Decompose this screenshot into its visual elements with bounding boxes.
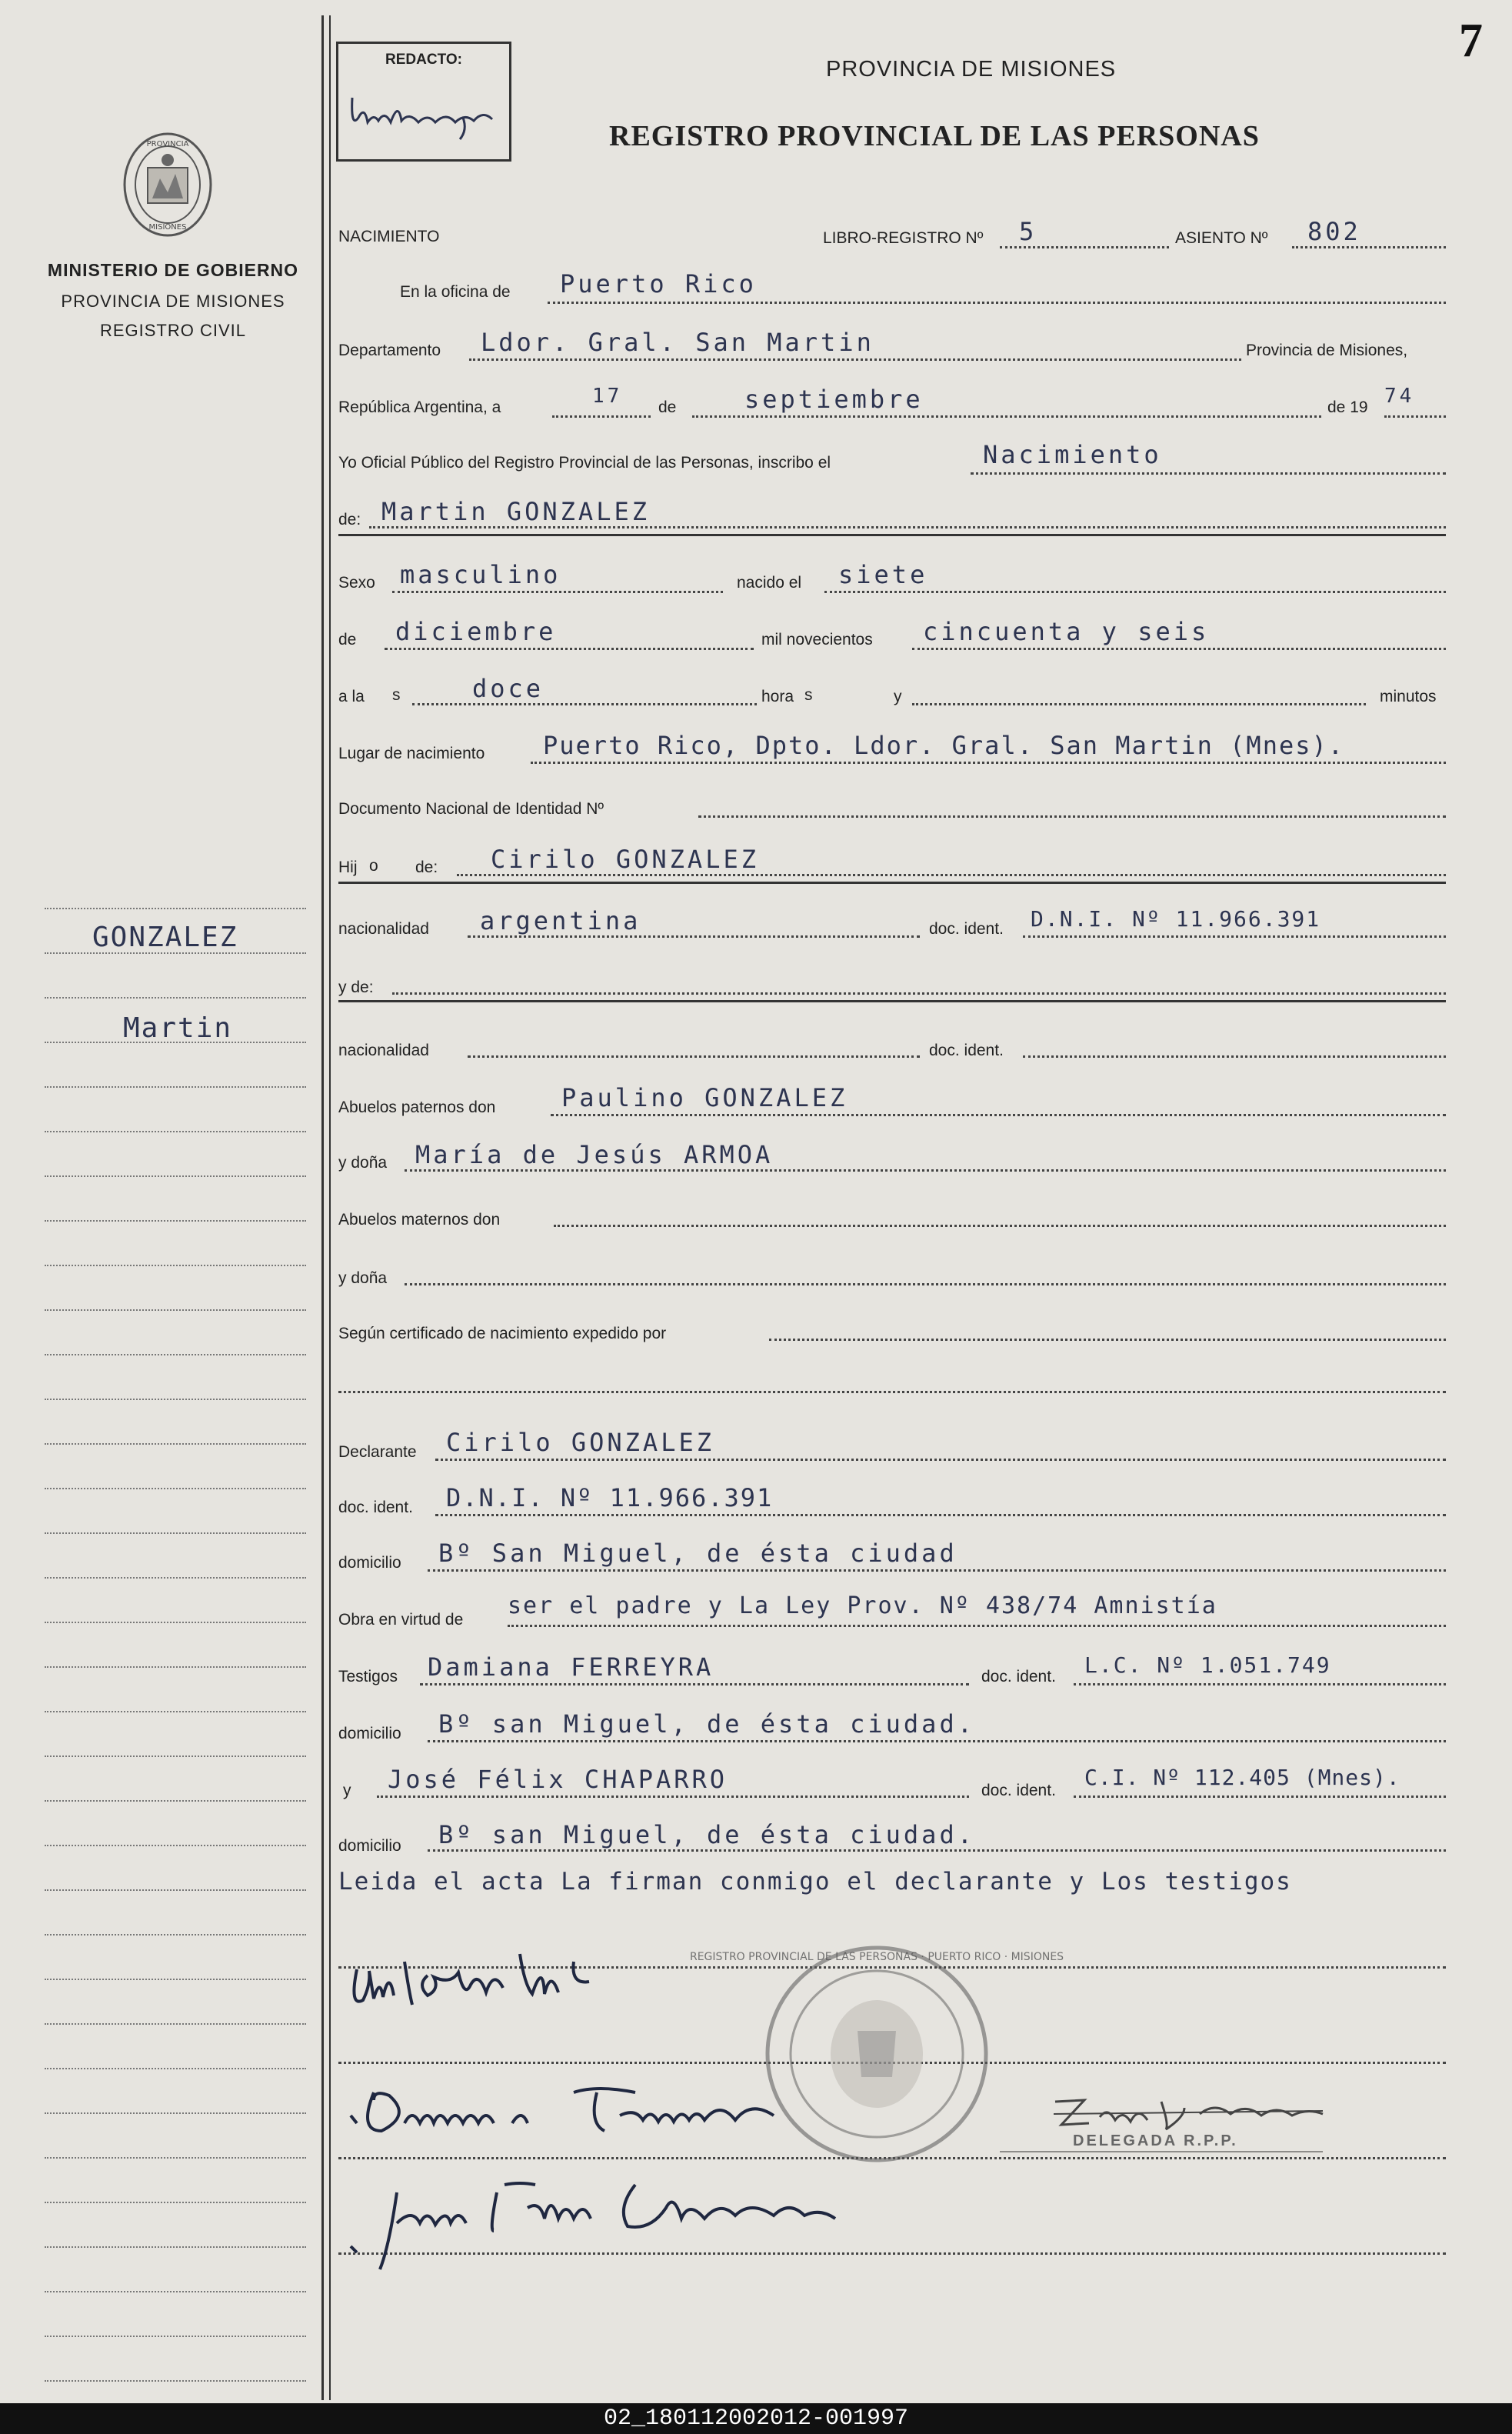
hora-suffix: s xyxy=(804,686,813,704)
oficial-underline xyxy=(1000,2151,1323,2152)
oficina-label: En la oficina de xyxy=(400,283,511,301)
nacionalidad2-dots xyxy=(468,1055,920,1058)
dia-value: 17 xyxy=(592,385,623,408)
header-province: PROVINCIA DE MISIONES xyxy=(826,57,1117,82)
anio-nac-value: cincuenta y seis xyxy=(923,617,1210,646)
minutos-dots xyxy=(912,703,1366,705)
doc-t1-value: L.C. Nº 1.051.749 xyxy=(1084,1652,1331,1678)
ledger-line xyxy=(45,1577,306,1579)
obra-value: ser el padre y La Ley Prov. Nº 438/74 Amnistía xyxy=(508,1592,1217,1619)
domicilio-t1-dots xyxy=(428,1740,1446,1742)
testigo1-dots xyxy=(420,1683,969,1685)
de-label: de xyxy=(658,398,677,416)
sexo-dots xyxy=(392,591,723,593)
doc-ident-label: doc. ident. xyxy=(929,920,1004,938)
abuela-pat-value: María de Jesús ARMOA xyxy=(415,1140,774,1169)
domicilio-t2-dots xyxy=(428,1849,1446,1852)
hora-label: hora xyxy=(761,688,794,705)
domicilio-t1-value: Bº san Miguel, de ésta ciudad. xyxy=(438,1709,975,1739)
footer-id: 02_180112002012-001997 xyxy=(0,2403,1512,2434)
stamp-text: REGISTRO PROVINCIAL DE LAS PERSONAS · PUERTO RICO · MISIONES xyxy=(689,1951,1064,1963)
leida-text: Leida el acta La firman conmigo el declarante y Los testigos xyxy=(338,1868,1292,1896)
oficial-label: Yo Oficial Público del Registro Provincial de las Personas, inscribo el xyxy=(338,454,831,472)
sexo-value: masculino xyxy=(400,560,561,589)
asiento-label: ASIENTO Nº xyxy=(1175,229,1268,247)
dni-dots xyxy=(698,815,1446,818)
redacto-signature xyxy=(348,82,501,144)
sexo-label: Sexo xyxy=(338,574,375,592)
abuelo-pat-dots xyxy=(551,1114,1446,1116)
hijo-label: Hij xyxy=(338,859,358,876)
dni-label: Documento Nacional de Identidad Nº xyxy=(338,800,604,818)
coat-of-arms-icon xyxy=(114,123,221,246)
declarante-value: Cirilo GONZALEZ xyxy=(446,1428,714,1457)
anio-nac-dots xyxy=(912,648,1446,650)
y-label: y xyxy=(894,688,902,705)
domicilio-t2-value: Bº san Miguel, de ésta ciudad. xyxy=(438,1820,975,1849)
ledger-line xyxy=(45,2336,306,2337)
nombre-value: Martin GONZALEZ xyxy=(381,497,650,526)
ledger-line xyxy=(45,2202,306,2203)
doc-decl-label: doc. ident. xyxy=(338,1499,413,1516)
ledger-line xyxy=(45,2246,306,2248)
ledger-line xyxy=(45,1711,306,1712)
domicilio-label: domicilio xyxy=(338,1554,401,1572)
ala-label: a la xyxy=(338,688,365,705)
nacionalidad-label: nacionalidad xyxy=(338,920,429,938)
signature-testigo2 xyxy=(343,2162,928,2277)
ledger-line xyxy=(45,1086,306,1088)
ledger-line xyxy=(45,1220,306,1222)
lugar-dots xyxy=(531,762,1446,764)
ministry-block xyxy=(31,260,315,341)
doc-t2-label: doc. ident. xyxy=(981,1782,1056,1799)
nacido-dots xyxy=(824,591,1446,593)
domicilio-t2-label: domicilio xyxy=(338,1837,401,1855)
nombre-underline xyxy=(338,534,1446,536)
provincia-label: Provincia de Misiones, xyxy=(1246,342,1408,359)
ydona2-dots xyxy=(405,1283,1446,1285)
ledger-line xyxy=(45,1845,306,1846)
domicilio-t1-label: domicilio xyxy=(338,1725,401,1742)
ledger-line xyxy=(45,1175,306,1177)
ala-suffix: s xyxy=(392,686,401,704)
domicilio-value: Bº San Miguel, de ésta ciudad xyxy=(438,1539,957,1568)
redacto-label: REDACTO: xyxy=(385,52,462,68)
ministry-title: MINISTERIO DE GOBIERNO xyxy=(47,260,299,280)
ledger-line xyxy=(45,908,306,909)
ledger-line xyxy=(45,1666,306,1668)
certificado-dots xyxy=(769,1339,1446,1341)
ledger-line xyxy=(45,1979,306,1980)
oficial-title: DELEGADA R.P.P. xyxy=(1073,2132,1238,2149)
ledger-line xyxy=(45,2157,306,2159)
testigo2-dots xyxy=(377,1795,969,1798)
doc-t1-dots xyxy=(1074,1683,1446,1685)
y-t2-label: y xyxy=(343,1782,351,1799)
page-number: 7 xyxy=(1459,15,1483,67)
ledger-line xyxy=(45,1800,306,1802)
asiento-value: 802 xyxy=(1307,217,1361,246)
signature-declarante xyxy=(343,1939,651,2031)
ledger-line xyxy=(45,2023,306,2025)
ledger-line xyxy=(45,1488,306,1489)
declarante-label: Declarante xyxy=(338,1443,417,1461)
doc-padre: D.N.I. Nº 11.966.391 xyxy=(1031,906,1321,932)
lugar-label: Lugar de nacimiento xyxy=(338,745,485,762)
ministry-registry: REGISTRO CIVIL xyxy=(99,321,247,340)
republica-label: República Argentina, a xyxy=(338,398,501,416)
acto-value: Nacimiento xyxy=(983,440,1162,469)
ledger-line xyxy=(45,1443,306,1445)
ministry-province: PROVINCIA DE MISIONES xyxy=(61,292,285,311)
departamento-label: Departamento xyxy=(338,342,441,359)
ledger-line xyxy=(45,1889,306,1891)
nacionalidad2-label: nacionalidad xyxy=(338,1042,429,1059)
abuela-pat-dots xyxy=(405,1169,1446,1172)
doc-decl-dots xyxy=(435,1514,1446,1516)
ledger-line xyxy=(45,1265,306,1266)
mes-nac-dots xyxy=(385,648,754,650)
doc-decl-value: D.N.I. Nº 11.966.391 xyxy=(446,1483,774,1512)
ledger-line xyxy=(45,2291,306,2292)
minutos-label: minutos xyxy=(1380,688,1437,705)
margin-surname: GONZALEZ xyxy=(92,922,238,953)
ledger-line xyxy=(45,1131,306,1132)
ledger-line xyxy=(45,2068,306,2069)
ledger-line xyxy=(45,1399,306,1400)
yde-dots xyxy=(392,992,1446,995)
doc-t2-dots xyxy=(1074,1795,1446,1798)
hijo-suffix: o xyxy=(369,857,378,875)
dia-dots xyxy=(552,415,651,418)
nombre-label: de: xyxy=(338,511,361,528)
certificado-label: Según certificado de nacimiento expedido por xyxy=(338,1325,667,1342)
obra-label: Obra en virtud de xyxy=(338,1611,464,1629)
ledger-line xyxy=(45,2380,306,2382)
testigo2-value: José Félix CHAPARRO xyxy=(388,1765,728,1794)
asiento-dots xyxy=(1292,246,1446,248)
testigos-label: Testigos xyxy=(338,1668,398,1685)
nacionalidad-padre-dots xyxy=(468,935,920,938)
libro-value: 5 xyxy=(1019,217,1037,246)
anio-value: 74 xyxy=(1384,385,1415,408)
nacimiento-label: NACIMIENTO xyxy=(338,228,440,245)
doc-madre-dots xyxy=(1023,1055,1446,1058)
padre-dots xyxy=(457,874,1446,876)
libro-label: LIBRO-REGISTRO Nº xyxy=(823,229,984,247)
mes-nac-value: diciembre xyxy=(395,617,557,646)
ledger-line xyxy=(45,1309,306,1311)
departamento-dots xyxy=(469,358,1241,361)
abuelo-pat-value: Paulino GONZALEZ xyxy=(561,1083,848,1112)
acto-dots xyxy=(971,472,1446,475)
de19-label: de 19 xyxy=(1327,398,1368,416)
nombre-dots xyxy=(369,526,1446,528)
libro-dots xyxy=(1000,246,1169,248)
ledger-line xyxy=(45,1755,306,1757)
doc-ident2-label: doc. ident. xyxy=(929,1042,1004,1059)
yde-underline xyxy=(338,1000,1446,1002)
mes-value: septiembre xyxy=(744,385,924,414)
abuelos-mat-dots xyxy=(554,1225,1446,1227)
redacto-box xyxy=(336,42,511,162)
hijo-de-label: de: xyxy=(415,859,438,876)
lugar-value: Puerto Rico, Dpto. Ldor. Gral. San Martin (Mnes). xyxy=(543,731,1345,760)
anio-dots xyxy=(1384,415,1446,418)
doc-t1-label: doc. ident. xyxy=(981,1668,1056,1685)
column-divider-right xyxy=(329,15,331,2400)
registry-stamp xyxy=(689,1939,1064,2169)
de-mes-label: de xyxy=(338,631,357,649)
departamento-value: Ldor. Gral. San Martin xyxy=(481,328,874,357)
padre-value: Cirilo GONZALEZ xyxy=(491,845,759,874)
doc-padre-dots xyxy=(1023,935,1446,938)
mil-label: mil novecientos xyxy=(761,631,873,649)
margin-given-name: Martin xyxy=(123,1012,233,1044)
ledger-line xyxy=(45,1622,306,1623)
hora-dots xyxy=(412,703,757,705)
doc-t2-value: C.I. Nº 112.405 (Mnes). xyxy=(1084,1765,1400,1790)
ledger-line xyxy=(45,997,306,999)
testigo1-value: Damiana FERREYRA xyxy=(428,1652,714,1682)
nacionalidad-padre: argentina xyxy=(480,906,641,935)
seal-text-top: PROVINCIA xyxy=(146,140,189,148)
oficina-dots xyxy=(548,302,1446,304)
nacido-label: nacido el xyxy=(737,574,802,592)
ledger-line xyxy=(45,1934,306,1936)
seal-text-bottom: MISIONES xyxy=(148,223,187,232)
padre-underline xyxy=(338,882,1446,884)
certificado-dots-2 xyxy=(338,1391,1446,1393)
domicilio-dots xyxy=(428,1569,1446,1572)
ledger-line xyxy=(45,2112,306,2114)
abuelos-mat-label: Abuelos maternos don xyxy=(338,1211,501,1229)
ledger-line xyxy=(45,1532,306,1534)
oficina-value: Puerto Rico xyxy=(560,269,757,298)
mes-dots xyxy=(692,415,1321,418)
header-registry: REGISTRO PROVINCIAL DE LAS PERSONAS xyxy=(609,120,1260,152)
ydona-label: y doña xyxy=(338,1154,388,1172)
declarante-dots xyxy=(435,1459,1446,1461)
column-divider-left xyxy=(321,15,324,2400)
ledger-line xyxy=(45,1354,306,1355)
obra-dots xyxy=(508,1625,1446,1627)
ydona2-label: y doña xyxy=(338,1269,388,1287)
nacido-value: siete xyxy=(838,560,928,589)
yde-label: y de: xyxy=(338,979,374,996)
abuelos-pat-label: Abuelos paternos don xyxy=(338,1099,496,1116)
hora-value: doce xyxy=(472,674,545,703)
